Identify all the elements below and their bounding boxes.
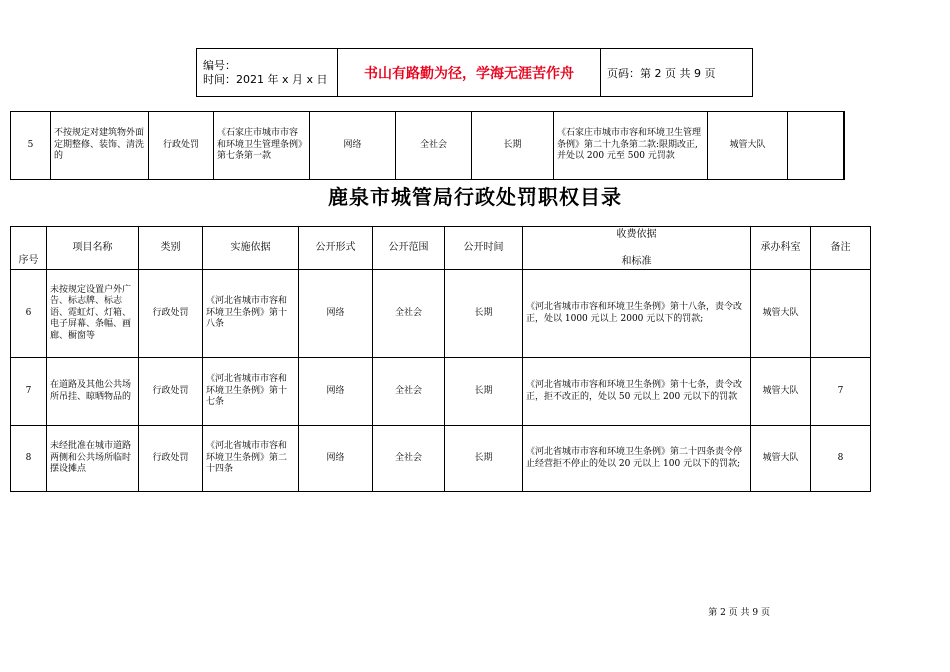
row-time: 长期 <box>472 112 554 180</box>
row-item: 未按规定设置户外广告、标志牌、标志语、霓虹灯、灯箱、电子屏幕、条幅、画廊、橱窗等 <box>47 270 139 358</box>
row-item: 不按规定对建筑物外面定期整修、装饰、清洗的 <box>51 112 149 180</box>
row-category: 行政处罚 <box>139 270 203 358</box>
row-dept: 城管大队 <box>708 112 788 180</box>
row-note <box>788 112 844 180</box>
row-scope: 全社会 <box>373 270 445 358</box>
row-fee: 《石家庄市城市市容和环境卫生管理条例》第二十九条第二款:限期改正,并处以 200 元至 500 元罚款 <box>554 112 708 180</box>
row-form: 网络 <box>299 358 373 426</box>
number-label: 编号： <box>203 58 236 72</box>
header-item: 项目名称 <box>47 227 139 270</box>
row-note <box>811 270 871 358</box>
row-item: 在道路及其他公共场所吊挂、晾晒物品的 <box>47 358 139 426</box>
date-label: 时间：2021 年 x 月 x 日 <box>203 72 328 86</box>
row-basis: 《河北省城市市容和环境卫生条例》第十七条 <box>203 358 299 426</box>
row-time: 长期 <box>445 426 523 492</box>
row-basis: 《石家庄市城市市容和环境卫生管理条例》第七条第一款 <box>214 112 310 180</box>
header-page-number: 页码：第 2 页 共 9 页 <box>601 49 753 97</box>
row-item: 未经批准在城市道路两侧和公共场所临时摆设摊点 <box>47 426 139 492</box>
row-category: 行政处罚 <box>139 358 203 426</box>
header-scope: 公开范围 <box>373 227 445 270</box>
row-form: 网络 <box>299 270 373 358</box>
row-note: 7 <box>811 358 871 426</box>
row-seq: 8 <box>11 426 47 492</box>
header-motto: 书山有路勤为径，学海无涯苦作舟 <box>338 49 601 97</box>
table-header-row <box>11 227 871 270</box>
row-fee: 《河北省城市市容和环境卫生条例》第十八条，责令改正，处以 1000 元以上 2000 元以下的罚款; <box>523 270 751 358</box>
row-seq: 5 <box>11 112 51 180</box>
row-basis: 《河北省城市市容和环境卫生条例》第二十四条 <box>203 426 299 492</box>
row-scope: 全社会 <box>396 112 472 180</box>
document-header <box>196 48 753 97</box>
table-row <box>11 270 871 358</box>
row-basis: 《河北省城市市容和环境卫生条例》第十八条 <box>203 270 299 358</box>
header-fee-line1: 收费依据 <box>616 229 657 240</box>
row-category: 行政处罚 <box>139 426 203 492</box>
header-note: 备注 <box>811 227 871 270</box>
row-dept: 城管大队 <box>751 270 811 358</box>
row-scope: 全社会 <box>373 358 445 426</box>
table-row <box>11 112 844 180</box>
row-time: 长期 <box>445 358 523 426</box>
row-dept: 城管大队 <box>751 426 811 492</box>
header-category: 类别 <box>139 227 203 270</box>
header-info <box>197 49 338 97</box>
penalty-table <box>10 226 871 492</box>
table-row <box>11 358 871 426</box>
row-category: 行政处罚 <box>149 112 214 180</box>
row-scope: 全社会 <box>373 426 445 492</box>
row-time: 长期 <box>445 270 523 358</box>
page-title: 鹿泉市城管局行政处罚职权目录 <box>328 185 622 209</box>
header-dept: 承办科室 <box>751 227 811 270</box>
row-seq: 6 <box>11 270 47 358</box>
page-footer: 第 2 页 共 9 页 <box>708 608 770 618</box>
header-fee <box>523 227 751 270</box>
row-form: 网络 <box>299 426 373 492</box>
header-time: 公开时间 <box>445 227 523 270</box>
table-row <box>11 426 871 492</box>
header-form: 公开形式 <box>299 227 373 270</box>
header-fee-line2: 和标准 <box>621 255 652 267</box>
row-note: 8 <box>811 426 871 492</box>
row-dept: 城管大队 <box>751 358 811 426</box>
header-seq: 序号 <box>11 227 47 270</box>
row-form: 网络 <box>310 112 396 180</box>
header-basis: 实施依据 <box>203 227 299 270</box>
row-fee: 《河北省城市市容和环境卫生条例》第二十四条责令停止经营拒不停止的处以 20 元以上 100 元以下的罚款; <box>523 426 751 492</box>
row-fee: 《河北省城市市容和环境卫生条例》第十七条，责令改正，拒不改正的，处以 50 元以上 200 元以下的罚款 <box>523 358 751 426</box>
row-seq: 7 <box>11 358 47 426</box>
continued-table <box>10 111 845 180</box>
